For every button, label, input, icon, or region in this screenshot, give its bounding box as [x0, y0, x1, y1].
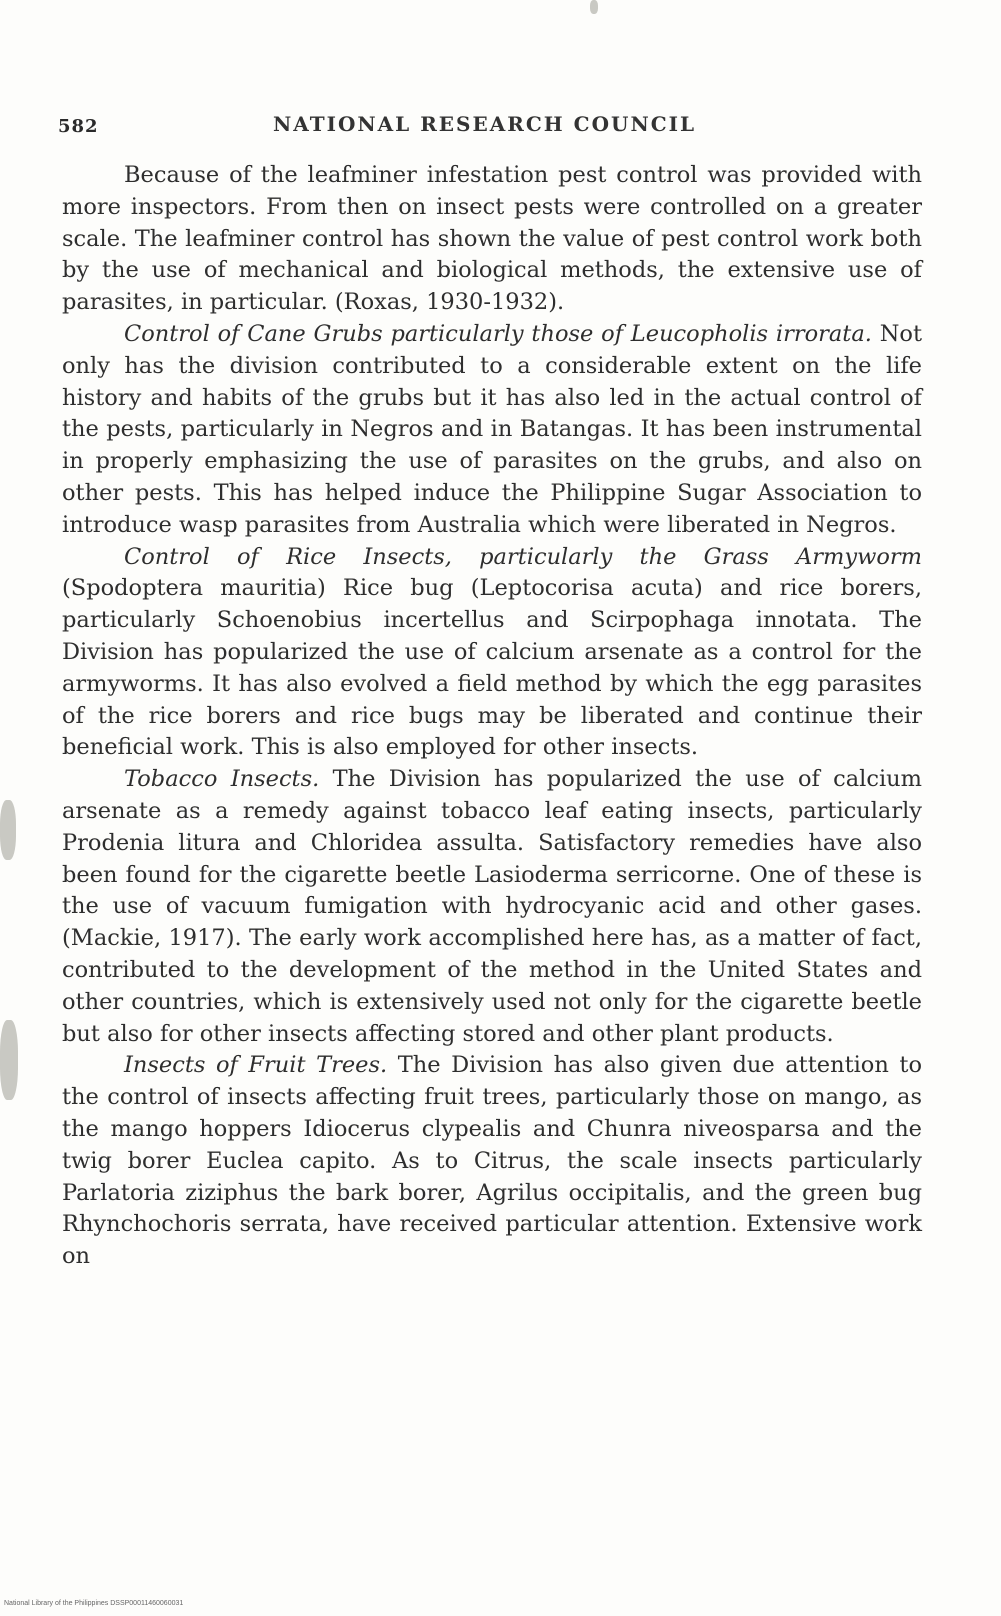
paragraph-text: Because of the leafminer infestation pest control was provided with more inspectors. From then on insect pests were controlled on a greater scale. The leafminer control has shown the value of pest control work both by the use of mechanical and biological methods, the extensive use of parasites, in particular. (Roxas, 1930-1932).	[62, 162, 922, 316]
footer-credit: National Library of the Philippines DSSP00011460060031	[4, 1600, 184, 1607]
page-body	[62, 160, 922, 1273]
paragraph-fruit-trees	[62, 1050, 922, 1273]
scan-edge-mark	[0, 800, 16, 860]
paragraph-heading: Control of Rice Insects, particularly the Grass Armyworm	[124, 543, 922, 570]
paragraph-heading: Insects of Fruit Trees.	[124, 1052, 398, 1079]
paragraph-text: The Division has also given due attention to the control of insects affecting fruit trees, particularly those on mango, as the mango hoppers Idiocerus clypealis and Chunra niveosparsa and the twig borer Euclea capito. As to Citrus, the scale insects particularly Parlatoria ziziphus the bark borer, Agrilus occipitalis, and the green bug Rhynchochoris serrata, have received particular attention. Extensive work on	[62, 1052, 922, 1270]
paragraph-rice-insects	[62, 542, 922, 765]
scan-edge-mark	[590, 0, 598, 14]
paragraph-heading: Control of Cane Grubs particularly those of Leucopholis irrorata.	[124, 320, 880, 347]
paragraph-leafminer	[62, 160, 922, 319]
paragraph-tobacco-insects	[62, 764, 922, 1050]
paragraph-text: Not only has the division contributed to a considerable extent on the life history and habits of the grubs but it has also led in the actual control of the pests, particularly in Negros and in Batangas. It has been instrumental in properly emphasizing the use of parasites on the grubs, and also on other pests. This has helped induce the Philippine Sugar Association to introduce wasp parasites from Australia which were liberated in Negros.	[62, 320, 922, 538]
paragraph-cane-grubs	[62, 319, 922, 542]
page-header	[58, 104, 928, 144]
page-number: 582	[58, 116, 99, 137]
scan-edge-mark	[0, 1020, 18, 1100]
paragraph-text: (Spodoptera mauritia) Rice bug (Leptocorisa acuta) and rice borers, particularly Schoenobius incertellus and Scirpophaga innotata. The Division has popularized the use of calcium arsenate as a control for the armyworms. It has also evolved a field method by which the egg parasites of the rice borers and rice bugs may be liberated and continue their beneficial work. This is also employed for other insects.	[62, 575, 922, 761]
paragraph-text: The Division has popularized the use of calcium arsenate as a remedy against tobacco leaf eating insects, particularly Prodenia litura and Chloridea assulta. Satisfactory remedies have also been found for the cigarette beetle Lasioderma serricorne. One of these is the use of vacuum fumigation with hydrocyanic acid and other gases. (Mackie, 1917). The early work accomplished here has, as a matter of fact, contributed to the development of the method in the United States and other countries, which is extensively used not only for the cigarette beetle but also for other insects affecting stored and other plant products.	[62, 766, 922, 1047]
paragraph-heading: Tobacco Insects.	[124, 766, 333, 793]
running-title: NATIONAL RESEARCH COUNCIL	[273, 112, 697, 136]
